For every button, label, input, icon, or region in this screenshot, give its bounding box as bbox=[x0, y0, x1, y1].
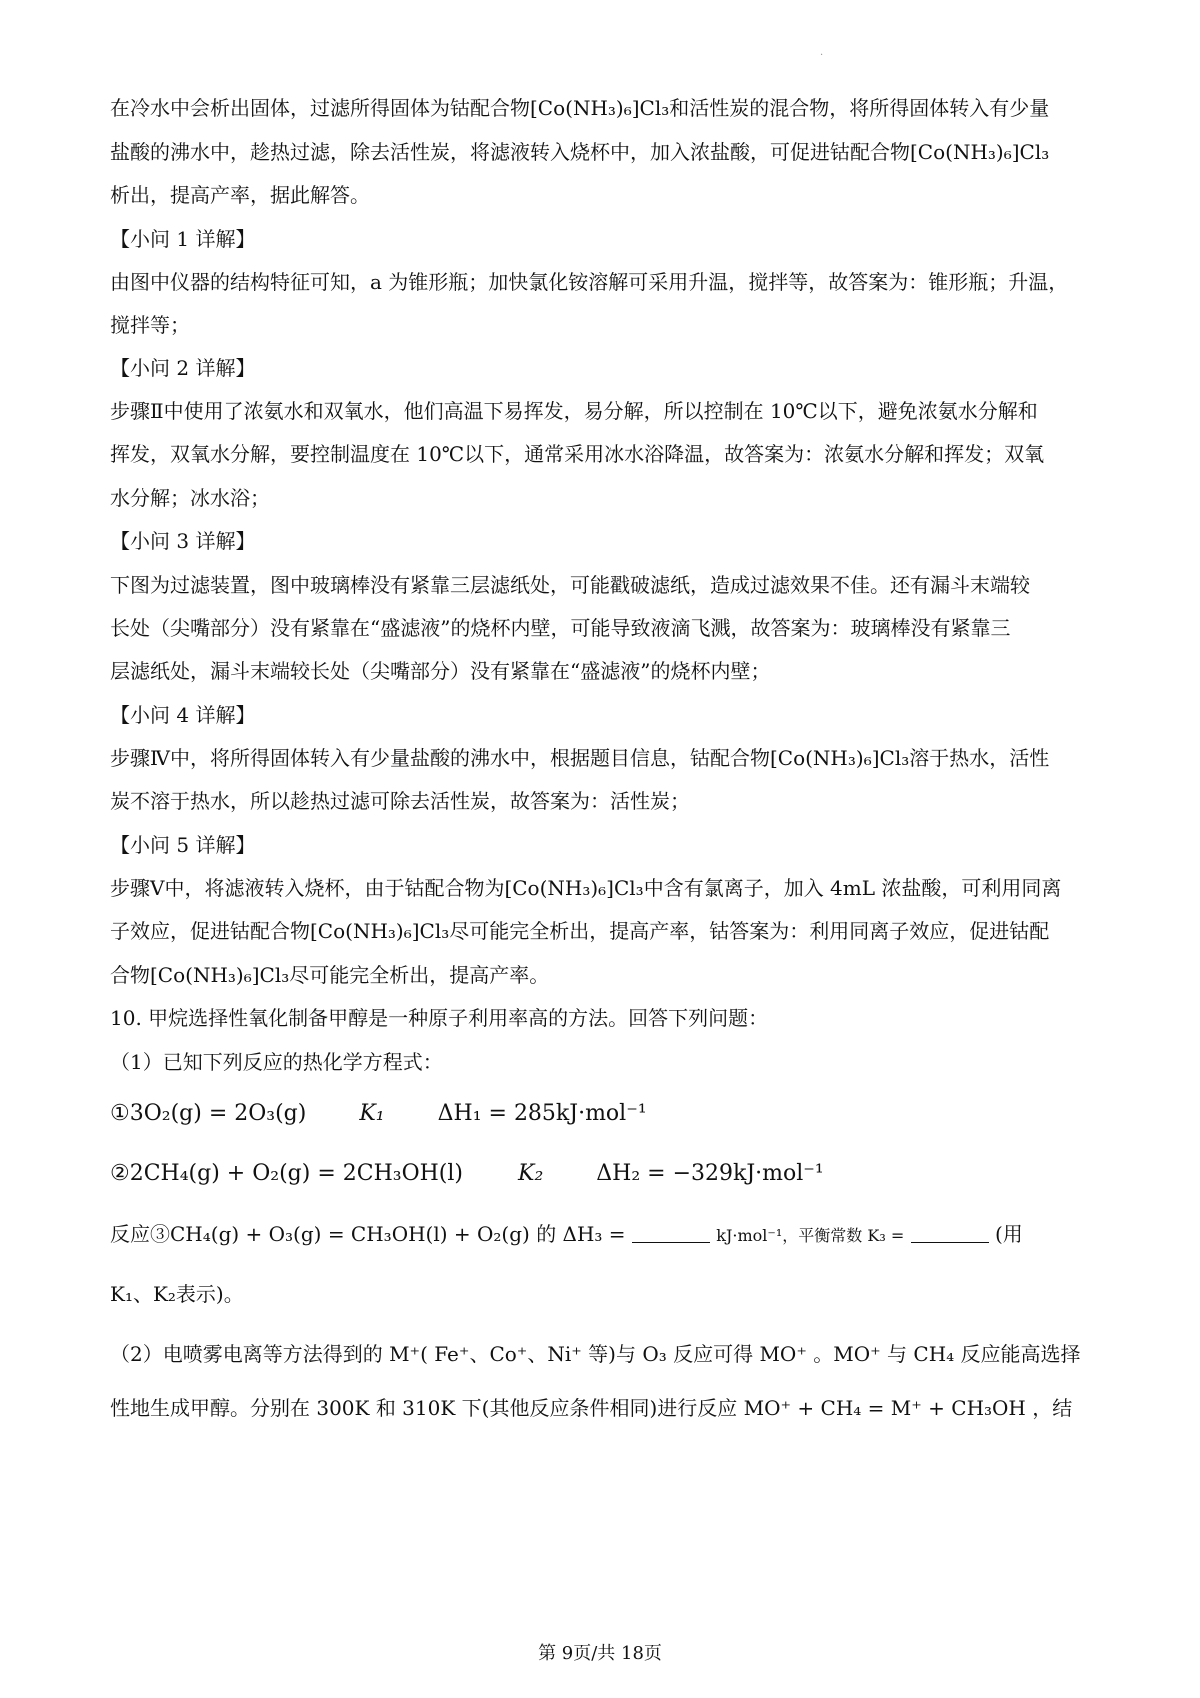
equation-3-continuation: K₁、K₂表示)。 bbox=[110, 1282, 244, 1306]
text-line: 在冷水中会析出固体，过滤所得固体为钴配合物[Co(NH₃)₆]Cl₃和活性炭的混合物，将所得固体转入有少量 bbox=[110, 96, 1050, 120]
text-line: 子效应，促进钴配合物[Co(NH₃)₆]Cl₃尽可能完全析出，提高产率，钴答案为：利用同离子效应，促进钴配 bbox=[110, 919, 1050, 943]
question-part: （1）已知下列反应的热化学方程式： bbox=[110, 1050, 443, 1074]
text-line: 析出，提高产率，据此解答。 bbox=[110, 183, 370, 207]
equation-2 bbox=[110, 1160, 1100, 1188]
top-mark: · bbox=[820, 50, 824, 61]
answer-blank bbox=[632, 1224, 710, 1243]
text-line: 搅拌等； bbox=[110, 313, 190, 337]
equation-1-enthalpy: ΔH₁ = 285kJ·mol⁻¹ bbox=[437, 1101, 647, 1126]
question-part: （2）电喷雾电离等方法得到的 M⁺( Fe⁺、Co⁺、Ni⁺ 等)与 O₃ 反应可得 MO⁺ 。MO⁺ 与 CH₄ 反应能高选择 bbox=[110, 1342, 1081, 1366]
question-title: 10. 甲烷选择性氧化制备甲醇是一种原子利用率高的方法。回答下列问题： bbox=[110, 1006, 769, 1030]
text-line: 炭不溶于热水，所以趁热过滤可除去活性炭，故答案为：活性炭； bbox=[110, 789, 690, 813]
equation-3-note: (用 bbox=[994, 1222, 1023, 1246]
page-footer: 第 9页/共 18页 bbox=[538, 1643, 662, 1664]
question-part: 性地生成甲醇。分别在 300K 和 310K 下(其他反应条件相同)进行反应 MO⁺ + CH₄ = M⁺ + CH₃OH ，结 bbox=[110, 1396, 1073, 1420]
text-line: 水分解；冰水浴； bbox=[110, 486, 270, 510]
text-line: 长处（尖嘴部分）没有紧靠在“盛滤液”的烧杯内壁，可能导致液滴飞溅，故答案为：玻璃棒没有紧靠三 bbox=[110, 616, 1011, 640]
text-line: 下图为过滤装置，图中玻璃棒没有紧靠三层滤纸处，可能戳破滤纸，造成过滤效果不佳。还有漏斗末端较 bbox=[110, 573, 1030, 597]
equation-3-unit: kJ·mol⁻¹，平衡常数 K₃ = bbox=[716, 1226, 905, 1245]
section-heading: 【小问 3 详解】 bbox=[110, 529, 256, 553]
text-line: 合物[Co(NH₃)₆]Cl₃尽可能完全析出，提高产率。 bbox=[110, 963, 550, 987]
section-heading: 【小问 2 详解】 bbox=[110, 356, 256, 380]
equation-2-formula: ②2CH₄(g) + O₂(g) = 2CH₃OH(l) bbox=[110, 1161, 464, 1186]
section-heading: 【小问 5 详解】 bbox=[110, 833, 256, 857]
section-heading: 【小问 4 详解】 bbox=[110, 703, 256, 727]
text-line: 层滤纸处，漏斗末端较长处（尖嘴部分）没有紧靠在“盛滤液”的烧杯内壁； bbox=[110, 659, 771, 683]
equation-3-text: 反应③CH₄(g) + O₃(g) = CH₃OH(l) + O₂(g) 的 ΔH₃ = bbox=[110, 1222, 626, 1246]
text-line: 由图中仪器的结构特征可知，a 为锥形瓶；加快氯化铵溶解可采用升温，搅拌等，故答案为：锥形瓶；升温， bbox=[110, 270, 1069, 294]
text-line: 步骤Ⅴ中，将滤液转入烧杯，由于钴配合物为[Co(NH₃)₆]Cl₃中含有氯离子，加入 4mL 浓盐酸，可利用同离 bbox=[110, 876, 1062, 900]
section-heading: 【小问 1 详解】 bbox=[110, 227, 256, 251]
equation-2-enthalpy: ΔH₂ = −329kJ·mol⁻¹ bbox=[596, 1161, 824, 1186]
equation-2-k: K₂ bbox=[518, 1161, 544, 1186]
text-line: 步骤Ⅱ中使用了浓氨水和双氧水，他们高温下易挥发，易分解，所以控制在 10℃以下，避免浓氨水分解和 bbox=[110, 399, 1038, 423]
equation-3-line bbox=[110, 1220, 1100, 1250]
answer-blank bbox=[911, 1224, 989, 1243]
equation-1-k: K₁ bbox=[359, 1101, 385, 1126]
text-line: 挥发，双氧水分解，要控制温度在 10℃以下，通常采用冰水浴降温，故答案为：浓氨水分解和挥发；双氧 bbox=[110, 442, 1045, 466]
text-line: 步骤Ⅳ中，将所得固体转入有少量盐酸的沸水中，根据题目信息，钴配合物[Co(NH₃)₆]Cl₃溶于热水，活性 bbox=[110, 746, 1050, 770]
text-line: 盐酸的沸水中，趁热过滤，除去活性炭，将滤液转入烧杯中，加入浓盐酸，可促进钴配合物[Co(NH₃)₆]Cl₃ bbox=[110, 140, 1050, 164]
equation-1 bbox=[110, 1100, 1100, 1128]
equation-1-formula: ①3O₂(g) = 2O₃(g) bbox=[110, 1101, 307, 1126]
